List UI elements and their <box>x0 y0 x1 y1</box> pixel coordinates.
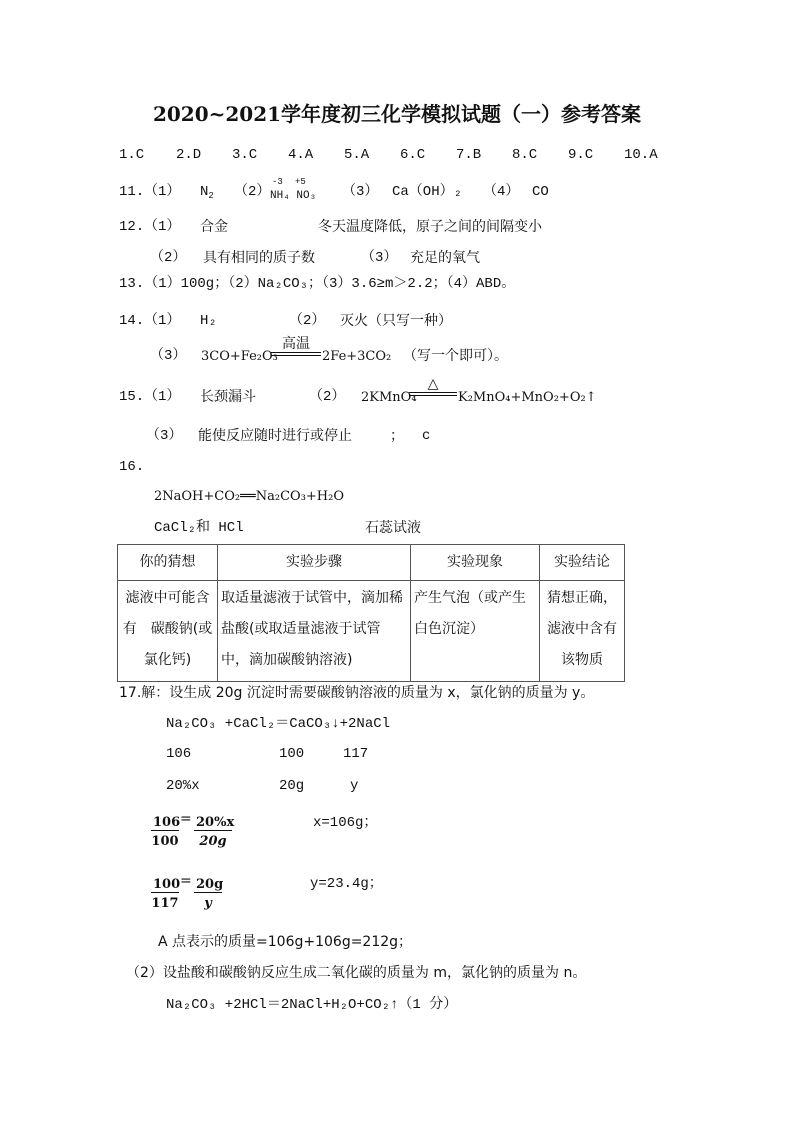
q17-known-20g: 20g <box>279 778 305 794</box>
q15-eq-right: K₂MnO₄+MnO₂+O₂↑ <box>458 390 597 405</box>
q12-part1: （1） <box>144 219 181 235</box>
q12-answer1: 合金 <box>200 219 228 235</box>
mc-answer: 1.C <box>119 147 145 163</box>
q15-condition: △ <box>427 376 439 392</box>
q12-answer1b: 冬天温度降低，原子之间的间隔变小 <box>318 219 542 235</box>
q14-double-line <box>271 352 321 356</box>
fraction-2-left: $\frac{100}{117}$ <box>151 877 181 911</box>
q11-oxidation-n: -3 <box>272 177 283 187</box>
fraction-2-equals: = <box>180 873 192 889</box>
table-header-cell: 实验步骤 <box>218 545 411 581</box>
q15-part2: （2） <box>309 389 346 405</box>
q17-ratio-117: 117 <box>343 746 369 762</box>
q12-answer2: 具有相同的质子数 <box>203 250 315 266</box>
q12-part3: （3） <box>361 250 398 266</box>
mc-answer: 7.B <box>456 147 482 163</box>
q11-part2: （2） <box>234 184 271 200</box>
q16-answer2: 石蕊试液 <box>365 520 421 536</box>
q17-equation: Na₂CO₃ +CaCl₂＝CaCO₃↓+2NaCl <box>166 716 391 732</box>
mc-answer: 4.A <box>288 147 314 163</box>
q14-note: （写一个即可）。 <box>403 348 508 364</box>
fraction-1-left: $\frac{106}{100}$ <box>151 815 181 849</box>
q11-answer2: NH₄ NO₃ <box>270 190 317 202</box>
mc-answer: 2.D <box>176 147 202 163</box>
q15-double-line <box>409 392 457 396</box>
q16-answer1: CaCl₂和 HCl <box>154 520 244 536</box>
q11-part3: （3） <box>342 184 379 200</box>
q14-part2: （2） <box>289 313 326 329</box>
q14-number: 14. <box>119 313 145 329</box>
q15-answer3b: c <box>422 428 431 444</box>
table-header-cell: 实验结论 <box>540 545 625 581</box>
q15-eq-left: 2KMnO₄ <box>361 390 417 405</box>
q17-intro: 17.解：设生成 20g 沉淀时需要碳酸钠溶液的质量为 x，氯化钠的质量为 y。 <box>119 685 595 701</box>
experiment-table <box>117 544 625 682</box>
table-cell: 取适量滤液于试管中，滴加稀盐酸(或取适量滤液于试管中，滴加碳酸钠溶液) <box>218 581 411 682</box>
q15-number: 15. <box>119 389 145 405</box>
mc-answer: 3.C <box>232 147 258 163</box>
table-cell: 滤液中可能含有 碳酸钠(或氯化钙) <box>118 581 218 682</box>
q11-answer3: Ca（OH）₂ <box>392 184 463 200</box>
q12-answer3: 充足的氧气 <box>410 250 480 266</box>
q14-eq-right: 2Fe+3CO₂ <box>322 349 392 364</box>
mc-answer: 9.C <box>568 147 594 163</box>
fraction-1-right: $\frac{20\%x}{20g}$ <box>196 815 235 849</box>
q17-ratio-100: 100 <box>279 746 305 762</box>
table-cell: 产生气泡（或产生白色沉淀） <box>411 581 540 682</box>
q11-number: 11. <box>119 184 145 200</box>
table-header-cell: 你的猜想 <box>118 545 218 581</box>
q15-part1: （1） <box>144 389 181 405</box>
q17-known-y: y <box>350 778 359 794</box>
q13-answer: 13.（1）100g；（2）Na₂CO₃；（3）3.6≥m＞2.2；（4）ABD。 <box>119 276 516 292</box>
mc-answer: 6.C <box>400 147 426 163</box>
q14-part1: （1） <box>144 313 181 329</box>
q14-answer2: 灭火（只写一种） <box>340 313 452 329</box>
q15-answer1: 长颈漏斗 <box>200 389 256 405</box>
q17-ratio-106: 106 <box>166 746 192 762</box>
q12-number: 12. <box>119 219 145 235</box>
q14-eq-left: 3CO+Fe₂O₃ <box>201 349 278 364</box>
q11-oxidation-n2: +5 <box>295 177 306 187</box>
q17-point-a: A 点表示的质量=106g+106g=212g； <box>158 934 413 950</box>
mc-answer: 5.A <box>344 147 370 163</box>
q14-answer1: H₂ <box>200 313 217 329</box>
q11-part4: （4） <box>483 184 520 200</box>
q11-answer1: $N_2$ <box>200 184 214 201</box>
q17-part2: （2）设盐酸和碳酸钠反应生成二氧化碳的质量为 m，氯化钠的质量为 n。 <box>126 965 587 981</box>
q14-condition: 高温 <box>282 336 310 352</box>
q11-answer4: CO <box>532 184 549 200</box>
q15-part3: （3） <box>146 428 183 444</box>
table-header-row <box>118 545 625 581</box>
q17-known-x: 20%x <box>166 778 200 794</box>
q15-reaction-arrow <box>409 376 457 396</box>
table-cell: 猜想正确，滤液中含有该物质 <box>540 581 625 682</box>
q14-reaction-arrow <box>271 336 321 356</box>
q17-result-y: y=23.4g； <box>310 876 383 892</box>
mc-answer: 8.C <box>512 147 538 163</box>
table-header-cell: 实验现象 <box>411 545 540 581</box>
q14-part3: （3） <box>150 348 187 364</box>
q16-number: 16. <box>119 459 145 475</box>
fraction-2-right: $\frac{20g}{y}$ <box>196 877 224 911</box>
q15-answer3: 能使反应随时进行或停止 <box>198 428 352 444</box>
q15-separator: ； <box>390 428 404 444</box>
q12-part2: （2） <box>150 250 187 266</box>
fraction-1-equals: = <box>180 811 192 827</box>
q17-result-x: x=106g； <box>313 815 378 831</box>
q17-equation2: Na₂CO₃ +2HCl＝2NaCl+H₂O+CO₂↑（1 分） <box>166 997 458 1013</box>
table-row <box>118 581 625 682</box>
q16-equation: 2NaOH+CO₂══Na₂CO₃+H₂O <box>154 489 345 504</box>
page-title: 2020~2021学年度初三化学模拟试题（一）参考答案 <box>152 102 642 126</box>
q11-part1: （1） <box>144 184 181 200</box>
mc-answer: 10.A <box>624 147 658 163</box>
